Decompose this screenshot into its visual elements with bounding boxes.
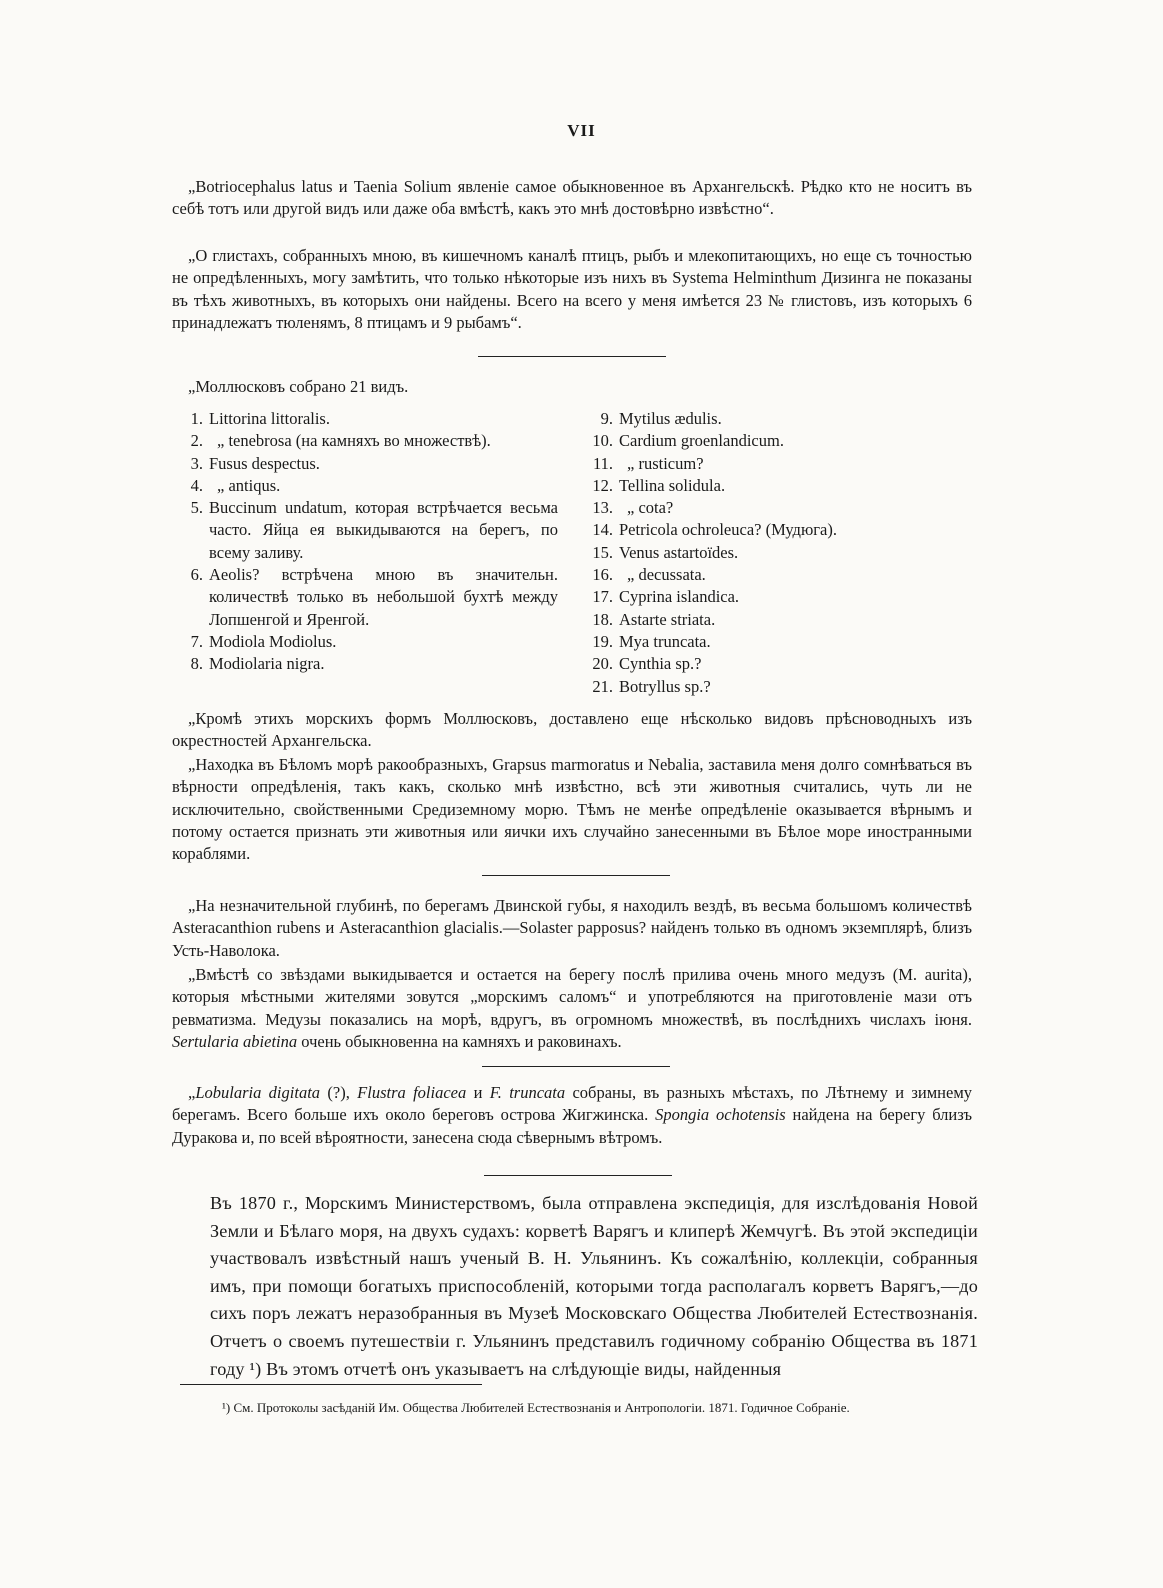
list-item: 1. Littorina littoralis. — [190, 409, 330, 428]
list-item: 2. „ tenebrosa (на камняхъ во множествѣ). — [190, 431, 491, 451]
list-item: 10. Cardium groenlandicum. — [592, 431, 784, 451]
paragraph-botriocephalus: „Botriocephalus latus и Taenia Solium явленіе самое обыкновенное въ Архангельскѣ. Рѣдко кто не носитъ въ себѣ тотъ или другой видъ или даже оба вмѣстѣ, какъ это мнѣ достовѣрно извѣстно“. — [172, 177, 972, 219]
list-item: 6. Aeolis? встрѣчена мною въ значительн. количествѣ только въ небольшой бухтѣ между Лопшенгой и Яренгой. — [190, 565, 558, 629]
mollusk-list-right — [586, 408, 916, 698]
footnote: ¹) См. Протоколы засѣданій Им. Общества Любителей Естествознанія и Антропологіи. 1871. Годичное Собраніе. — [222, 1400, 850, 1415]
list-item: 5. Buccinum undatum, которая встрѣчается весьма часто. Яйца ея выкидываются на берегъ, по всему заливу. — [190, 498, 558, 562]
section-divider-2 — [482, 875, 670, 876]
paragraph-expedition: Въ 1870 г., Морскимъ Министерствомъ, была отправлена экспедиція, для изслѣдованія Новой Земли и Бѣлаго моря, на двухъ судахъ: корветѣ Варягъ и клиперѣ Жемчугѣ. Въ этой экспедиціи участвовалъ извѣстный нашъ ученый В. Н. Ульянинъ. Къ сожалѣнію, коллекціи, собранныя имъ, при помощи богатыхъ приспособленій, которыми тогда располагалъ корветъ Варягъ,—до сихъ поръ лежатъ неразобранныя въ Музеѣ Московскаго Общества Любителей Естествознанія. Отчетъ о своемъ путешествіи г. Ульянинъ представилъ годичному собранію Общества въ 1871 году ¹) Въ этомъ отчетѣ онъ указываетъ на слѣдующіе виды, найденныя — [210, 1193, 978, 1379]
list-item: 3. Fusus despectus. — [190, 453, 320, 473]
list-item: 12. Tellina solidula. — [592, 475, 726, 495]
section-divider-4 — [484, 1175, 672, 1176]
list-item: 8. Modiolaria nigra. — [190, 654, 325, 674]
paragraph-starfish: „На незначительной глубинѣ, по берегамъ Двинской губы, я находилъ вездѣ, въ весьма большомъ количествѣ Asteracanthion rubens и Asteracanthion glacialis.—Solaster papposus? найденъ только въ одномъ экземплярѣ, близъ Усть-Наволока. — [172, 896, 972, 960]
section-divider-1 — [478, 356, 666, 357]
footnote-divider — [180, 1384, 482, 1385]
list-item: 18. Astarte striata. — [592, 609, 716, 629]
list-item: 15. Venus astartoїdes. — [592, 542, 739, 562]
list-item: 13. „ cota? — [592, 498, 674, 518]
paragraph-mollusks-count: „Моллюсковъ собрано 21 видъ. — [188, 377, 409, 396]
list-item: 16. „ decussata. — [592, 565, 706, 585]
list-item: 4. „ antiqus. — [190, 475, 281, 495]
mollusk-list-left — [176, 408, 558, 676]
list-item: 11. „ rusticum? — [592, 453, 704, 473]
paragraph-glists: „О глистахъ, собранныхъ мною, въ кишечномъ каналѣ птицъ, рыбъ и млекопитающихъ, но еще съ точностью не опредѣленныхъ, могу замѣтить, что только нѣкоторые изъ нихъ въ Systema Helminthum Дизинга не показаны въ тѣхъ животныхъ, въ которыхъ они найдены. Всего на всего у меня имѣется 23 № глистовъ, изъ которыхъ 6 принадлежатъ тюленямъ, 8 птицамъ и 9 рыбамъ“. — [172, 246, 972, 332]
paragraph-freshwater: „Кромѣ этихъ морскихъ формъ Моллюсковъ, доставлено еще нѣсколько видовъ прѣсноводныхъ изъ окрестностей Архангельска. — [172, 709, 972, 751]
list-item: 9. Mytilus ædulis. — [600, 409, 722, 428]
page-number: VII — [567, 121, 596, 140]
section-divider-3 — [482, 1066, 670, 1067]
list-item: 7. Modiola Modiolus. — [190, 631, 337, 651]
list-item: 20. Cynthia sp.? — [592, 654, 702, 674]
list-item: 14. Petricola ochroleuca? (Мудюга). — [592, 520, 837, 540]
paragraph-crustaceans: „Находка въ Бѣломъ морѣ ракообразныхъ, Grapsus marmoratus и Nebalia, заставила меня долго сомнѣваться въ вѣрности опредѣленія, такъ какъ, сколько мнѣ извѣстно, всѣ эти животныя считались, чуть ли не исключительно, свойственными Средиземному морю. Тѣмъ не менѣе опредѣленіе оказывается вѣрнымъ и потому остается признать эти животныя или яички ихъ случайно занесенными въ Бѣлое море иностранными кораблями. — [172, 755, 972, 864]
list-item: 17. Cyprina islandica. — [592, 587, 740, 607]
paragraph-medusae: „Вмѣстѣ со звѣздами выкидывается и остается на берегу послѣ прилива очень много медузъ (M. aurita), которыя мѣстными жителями зовутся „морскимъ саломъ“ и употребляются на приготовленіе мази отъ ревматизма. Медузы показались на морѣ, вдругъ, въ огромномъ множествѣ, въ послѣднихъ числахъ іюня. Sertularia abietina очень обыкновенна на камняхъ и раковинахъ. — [172, 965, 972, 1051]
list-item: 19. Mya truncata. — [592, 631, 711, 651]
paragraph-lobularia: „Lobularia digitata (?), Flustra foliacea и F. truncata собраны, въ разныхъ мѣстахъ, по Лѣтнему и зимнему берегамъ. Всего больше ихъ около береговъ острова Жигжинска. Spongia ochotensis найдена на берегу близъ Дуракова и, по всей вѣроятности, занесена сюда сѣвернымъ вѣтромъ. — [172, 1083, 973, 1147]
list-item: 21. Botryllus sp.? — [592, 676, 711, 696]
